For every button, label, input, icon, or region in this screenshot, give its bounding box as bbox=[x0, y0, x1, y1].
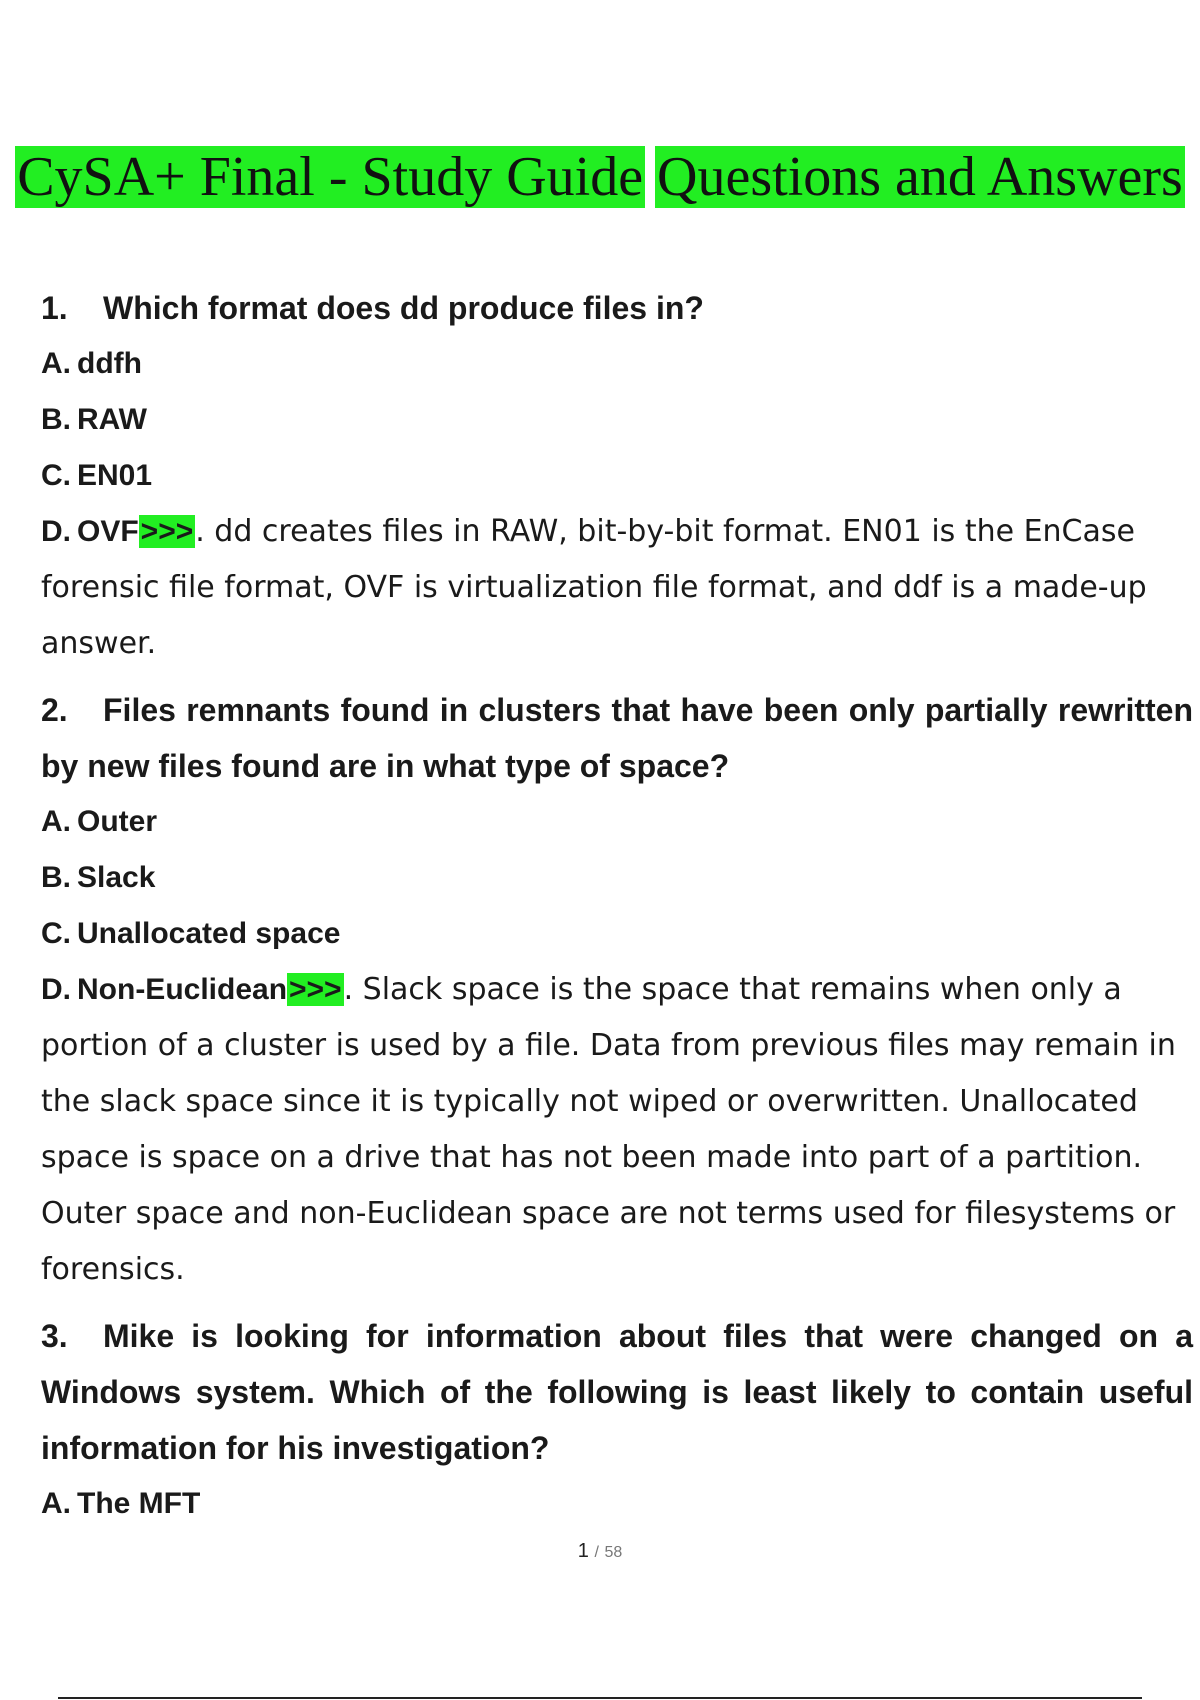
option-1a bbox=[41, 336, 1193, 392]
answer-explanation: . Slack space is the space that remains when only a portion of a cluster is used by a file. Data from previous files may remain in the slack space since it is typically not wiped or overwritten. Unallocated space is space on a drive that has not been made into part of a partition. Outer space and non-Euclidean space are not terms used for filesystems or forensics. bbox=[41, 972, 1176, 1287]
document-title bbox=[0, 146, 1200, 208]
question-2 bbox=[41, 682, 1193, 794]
question-list bbox=[41, 280, 1193, 1532]
option-text: Non-Euclidean bbox=[77, 973, 288, 1006]
option-letter: D. bbox=[41, 515, 71, 548]
total-pages: 58 bbox=[604, 1544, 623, 1561]
option-letter: B. bbox=[41, 403, 71, 436]
current-page: 1 bbox=[577, 1540, 589, 1562]
option-letter: D. bbox=[41, 973, 71, 1006]
question-text: Files remnants found in clusters that have been only partially rewritten by new files found are in what type of space? bbox=[41, 692, 1193, 784]
option-letter: A. bbox=[41, 805, 71, 838]
question-text: Mike is looking for information about files that were changed on a Windows system. Which of the following is least likely to contain useful information for his investigation? bbox=[41, 1318, 1193, 1466]
option-2a bbox=[41, 794, 1193, 850]
option-text: The MFT bbox=[77, 1487, 201, 1520]
option-text: ddfh bbox=[77, 347, 142, 380]
option-letter: B. bbox=[41, 861, 71, 894]
option-text: RAW bbox=[77, 403, 147, 436]
page-separator: / bbox=[594, 1544, 599, 1561]
question-text: Which format does dd produce files in? bbox=[103, 290, 704, 326]
option-letter: A. bbox=[41, 1487, 71, 1520]
title-part-2: Questions and Answers bbox=[657, 146, 1183, 208]
option-2c bbox=[41, 906, 1193, 962]
page-divider bbox=[58, 1697, 1142, 1699]
answer-explanation: . dd creates files in RAW, bit-by-bit format. EN01 is the EnCase forensic file format, OVF is virtualization file format, and ddf is a made-up answer. bbox=[41, 514, 1147, 661]
option-letter: C. bbox=[41, 917, 71, 950]
option-1c bbox=[41, 448, 1193, 504]
option-text: OVF bbox=[77, 515, 139, 548]
title-part-1: CySA+ Final - Study Guide bbox=[17, 146, 644, 208]
option-letter: C. bbox=[41, 459, 71, 492]
option-text: Unallocated space bbox=[77, 917, 341, 950]
answer-marker: >>> bbox=[140, 515, 194, 548]
question-number: 2. bbox=[41, 692, 68, 728]
option-3a bbox=[41, 1476, 1193, 1532]
option-letter: A. bbox=[41, 347, 71, 380]
option-text: Outer bbox=[77, 805, 158, 838]
question-number: 3. bbox=[41, 1318, 68, 1354]
question-1 bbox=[41, 280, 1193, 336]
option-text: EN01 bbox=[77, 459, 153, 492]
question-3 bbox=[41, 1308, 1193, 1476]
page-indicator bbox=[0, 1540, 1200, 1563]
option-2b bbox=[41, 850, 1193, 906]
question-number: 1. bbox=[41, 290, 68, 326]
option-1d bbox=[41, 504, 1193, 672]
option-1b bbox=[41, 392, 1193, 448]
option-2d bbox=[41, 962, 1193, 1298]
option-text: Slack bbox=[77, 861, 156, 894]
answer-marker: >>> bbox=[289, 973, 342, 1006]
